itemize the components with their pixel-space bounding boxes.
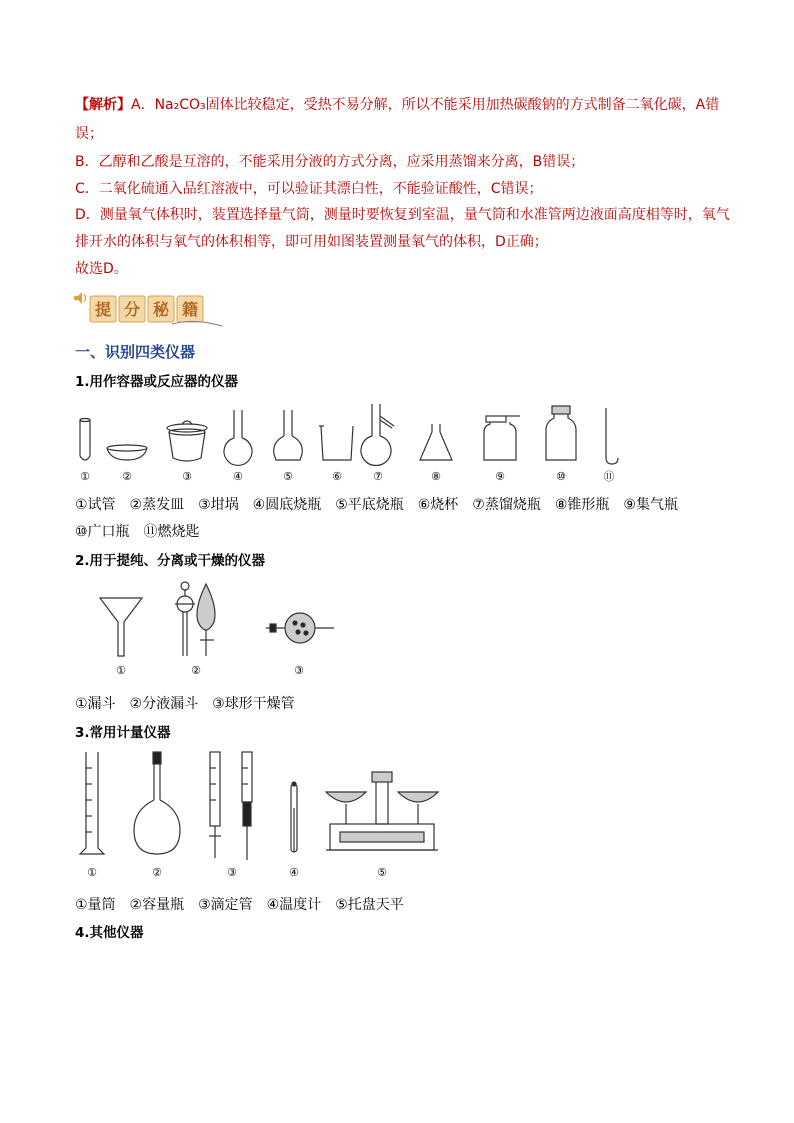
tips-banner [72, 288, 232, 332]
gas-collecting-bottle-icon [484, 416, 520, 460]
fig3-num-3: ③ [227, 866, 237, 879]
fig3-num-1: ① [87, 866, 97, 879]
measuring-instruments-figure [70, 748, 450, 888]
fig1-num-6: ⑥ [332, 470, 342, 483]
fig3-num-5: ⑤ [377, 866, 387, 879]
wide-mouth-bottle-icon [546, 406, 576, 460]
separatory-funnel-icon [175, 582, 215, 656]
test-tube-icon [80, 419, 90, 461]
fig1-num-7: ⑦ [373, 470, 383, 483]
fig2-num-2: ② [191, 664, 201, 677]
burette-icon [209, 752, 252, 860]
fig1-num-5: ⑤ [283, 470, 293, 483]
fig1-num-1: ① [80, 470, 90, 483]
flat-bottom-flask-icon [274, 410, 303, 460]
book-icon [172, 321, 222, 326]
group2-labels: ①漏斗 ②分液漏斗 ③球形干燥管 [75, 696, 295, 712]
distilling-flask-icon [361, 404, 394, 465]
analysis-line-5: D．测量氧气体积时，装置选择量气筒，测量时要恢复到室温，量气筒和水准管两边液面高度相等时，氧气 [75, 207, 730, 223]
round-bottom-flask-icon [224, 410, 252, 465]
banner-char-1: 提 [94, 300, 112, 319]
group1-title: 1.用作容器或反应器的仪器 [75, 374, 239, 390]
graduated-cylinder-icon [80, 752, 104, 854]
fig1-num-4: ④ [233, 470, 243, 483]
group1-labels-line-1: ①试管 ②蒸发皿 ③坩埚 ④圆底烧瓶 ⑤平底烧瓶 ⑥烧杯 ⑦蒸馏烧瓶 ⑧锥形瓶 ⑨集气瓶 [75, 497, 678, 513]
fig1-num-11: ⑪ [603, 470, 615, 483]
analysis-line-2: 误； [75, 126, 103, 142]
evaporating-dish-icon [107, 445, 147, 460]
analysis-line-1 [75, 96, 719, 114]
analysis-line-3: B．乙醇和乙酸是互溶的，不能采用分液的方式分离，应采用蒸馏来分离，B错误； [75, 154, 585, 170]
thermometer-icon [291, 782, 297, 852]
fig2-num-1: ① [116, 664, 126, 677]
banner-char-3: 秘 [152, 300, 170, 319]
funnel-icon [100, 598, 142, 656]
volumetric-flask-icon [134, 752, 180, 854]
fig1-num-3: ③ [182, 470, 192, 483]
fig2-num-3: ③ [294, 664, 304, 677]
analysis-line-7: 故选D。 [75, 261, 128, 277]
group3-labels: ①量筒 ②容量瓶 ③滴定管 ④温度计 ⑤托盘天平 [75, 897, 404, 913]
container-instruments-figure [70, 400, 730, 486]
fig1-num-10: ⑩ [556, 470, 566, 483]
fig1-num-8: ⑧ [431, 470, 441, 483]
banner-char-4: 籍 [181, 300, 199, 319]
drying-tube-icon [266, 613, 334, 643]
combustion-spoon-icon [606, 408, 618, 464]
analysis-line-4: C．二氧化硫通入品红溶液中，可以验证其漂白性，不能验证酸性，C错误； [75, 181, 543, 197]
banner-char-2: 分 [123, 300, 141, 319]
group1-labels-line-2: ⑩广口瓶 ⑪燃烧匙 [75, 524, 200, 540]
separation-instruments-figure [90, 578, 350, 682]
fig1-num-9: ⑨ [495, 470, 505, 483]
section-title: 一、识别四类仪器 [75, 343, 196, 361]
beaker-icon [319, 426, 353, 460]
fig3-num-2: ② [152, 866, 162, 879]
group4-title: 4.其他仪器 [75, 925, 144, 941]
group2-title: 2.用于提纯、分离或干燥的仪器 [75, 553, 266, 569]
fig3-num-4: ④ [289, 866, 299, 879]
analysis-tag: 【解析】 [75, 97, 131, 113]
analysis-line-6: 排开水的体积与氧气的体积相等，即可用如图装置测量氧气的体积，D正确； [75, 234, 548, 250]
balance-scale-icon [326, 772, 438, 850]
fig1-num-2: ② [122, 470, 132, 483]
analysis-text-1: A．Na₂CO₃固体比较稳定，受热不易分解，所以不能采用加热碳酸钠的方式制备二氧化碳，A错 [131, 97, 720, 113]
conical-flask-icon [420, 424, 452, 460]
crucible-icon [167, 421, 207, 461]
group3-title: 3.常用计量仪器 [75, 725, 171, 741]
speaker-icon [74, 292, 86, 304]
